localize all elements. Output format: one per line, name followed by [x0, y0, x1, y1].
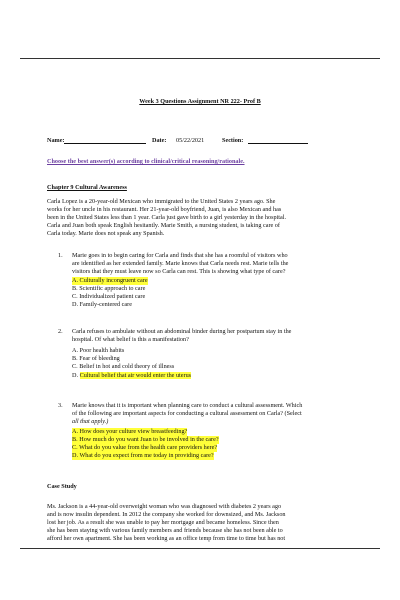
answer-option-d[interactable]: D. What do you expect from me today in providing care? — [72, 452, 214, 459]
question-text: Marie knows that it is important when planning care to conduct a cultural assessment. Which — [72, 402, 303, 409]
answer-option-b[interactable]: B. Fear of bleeding — [72, 355, 120, 362]
section-field[interactable] — [248, 137, 308, 144]
question-text: Marie goes in to begin caring for Carla and finds that she has a roomful of visitors who — [72, 252, 288, 259]
case-study-heading: Case Study — [47, 483, 77, 490]
answer-option-a[interactable]: A. How does your culture view breastfeeding? — [72, 428, 188, 435]
case-study-line: afford her own apartment. She has been working as an office temp from time to time but has not — [47, 535, 286, 542]
answer-option-d[interactable]: D. Cultural belief that air would enter the uterus — [72, 372, 192, 379]
question-text: hospital. Of what belief is this a manifestation? — [72, 336, 189, 343]
answer-option-c[interactable]: C. Belief in hot and cold theory of illness — [72, 363, 175, 370]
question-number: 1. — [58, 252, 63, 259]
document-title: Week 3 Questions Assignment NR 222- Prof B — [139, 98, 261, 105]
question-text: Carla refuses to ambulate without an abdominal binder during her postpartum stay in the — [72, 328, 292, 335]
top-rule — [20, 58, 380, 59]
date-label: Date: — [152, 137, 167, 144]
intro-line: been in the United States less than 1 year. Carla just gave birth to a girl yesterday in the hospital. — [47, 214, 287, 221]
answer-option-a[interactable]: A. Culturally incongruent care — [72, 277, 148, 284]
question-text: are identified as her extended family. Marie knows that Carla needs rest. Marie tells the — [72, 260, 289, 267]
date-value: 05/22/2021 — [176, 137, 205, 144]
intro-line: Carla today. Marie does not speak any Spanish. — [47, 230, 165, 237]
question-number: 3. — [58, 402, 63, 409]
answer-option-c[interactable]: C. What do you value from the health care providers here? — [72, 444, 218, 451]
intro-line: Carla and Juan both speak English hesitantly. Marie Smith, a nursing student, is taking care of — [47, 222, 280, 229]
intro-line: works for her uncle in his restaurant. Her 21-year-old boyfriend, Juan, is also Mexican and has — [47, 206, 282, 213]
answer-option-c[interactable]: C. Individualized patient care — [72, 293, 146, 300]
answer-option-b[interactable]: B. How much do you want Juan to be involved in the care? — [72, 436, 219, 443]
instruction: Choose the best answer(s) according to clinical/critical reasoning/rationale. — [47, 158, 245, 165]
answer-option-d-highlight: Cultural belief that air would enter the uterus — [79, 372, 192, 379]
bottom-rule — [20, 548, 380, 549]
name-field[interactable] — [64, 137, 146, 144]
case-study-line: Ms. Jackson is a 44-year-old overweight woman who was diagnosed with diabetes 2 years ago — [47, 503, 282, 510]
answer-option-b[interactable]: B. Scientific approach to care — [72, 285, 146, 292]
question-number: 2. — [58, 328, 63, 335]
question-text: all that apply.) — [72, 418, 109, 425]
case-study-line: lost her job. As a result she was unable to pay her mortgage and became homeless. Since then — [47, 519, 279, 526]
answer-option-a[interactable]: A. Poor health habits — [72, 347, 125, 354]
name-label: Name: — [47, 137, 65, 144]
answer-option-d[interactable]: D. Family-centered care — [72, 301, 132, 308]
chapter-heading: Chapter 9 Cultural Awareness — [47, 184, 127, 191]
question-text: of the following are important aspects for conducting a cultural assessment on Carla? (Select — [72, 410, 302, 417]
question-text: visitors that they must leave now so Carla can rest. This is showing what type of care? — [72, 268, 286, 275]
intro-line: Carla Lopez is a 20-year-old Mexican who immigrated to the United States 2 years ago. She — [47, 198, 276, 205]
case-study-line: and is now insulin dependent. In 2012 the company she worked for downsized, and Ms. Jackson — [47, 511, 286, 518]
case-study-line: she has been staying with various family members and friends because she has not been able to — [47, 527, 283, 534]
section-label: Section: — [222, 137, 244, 144]
